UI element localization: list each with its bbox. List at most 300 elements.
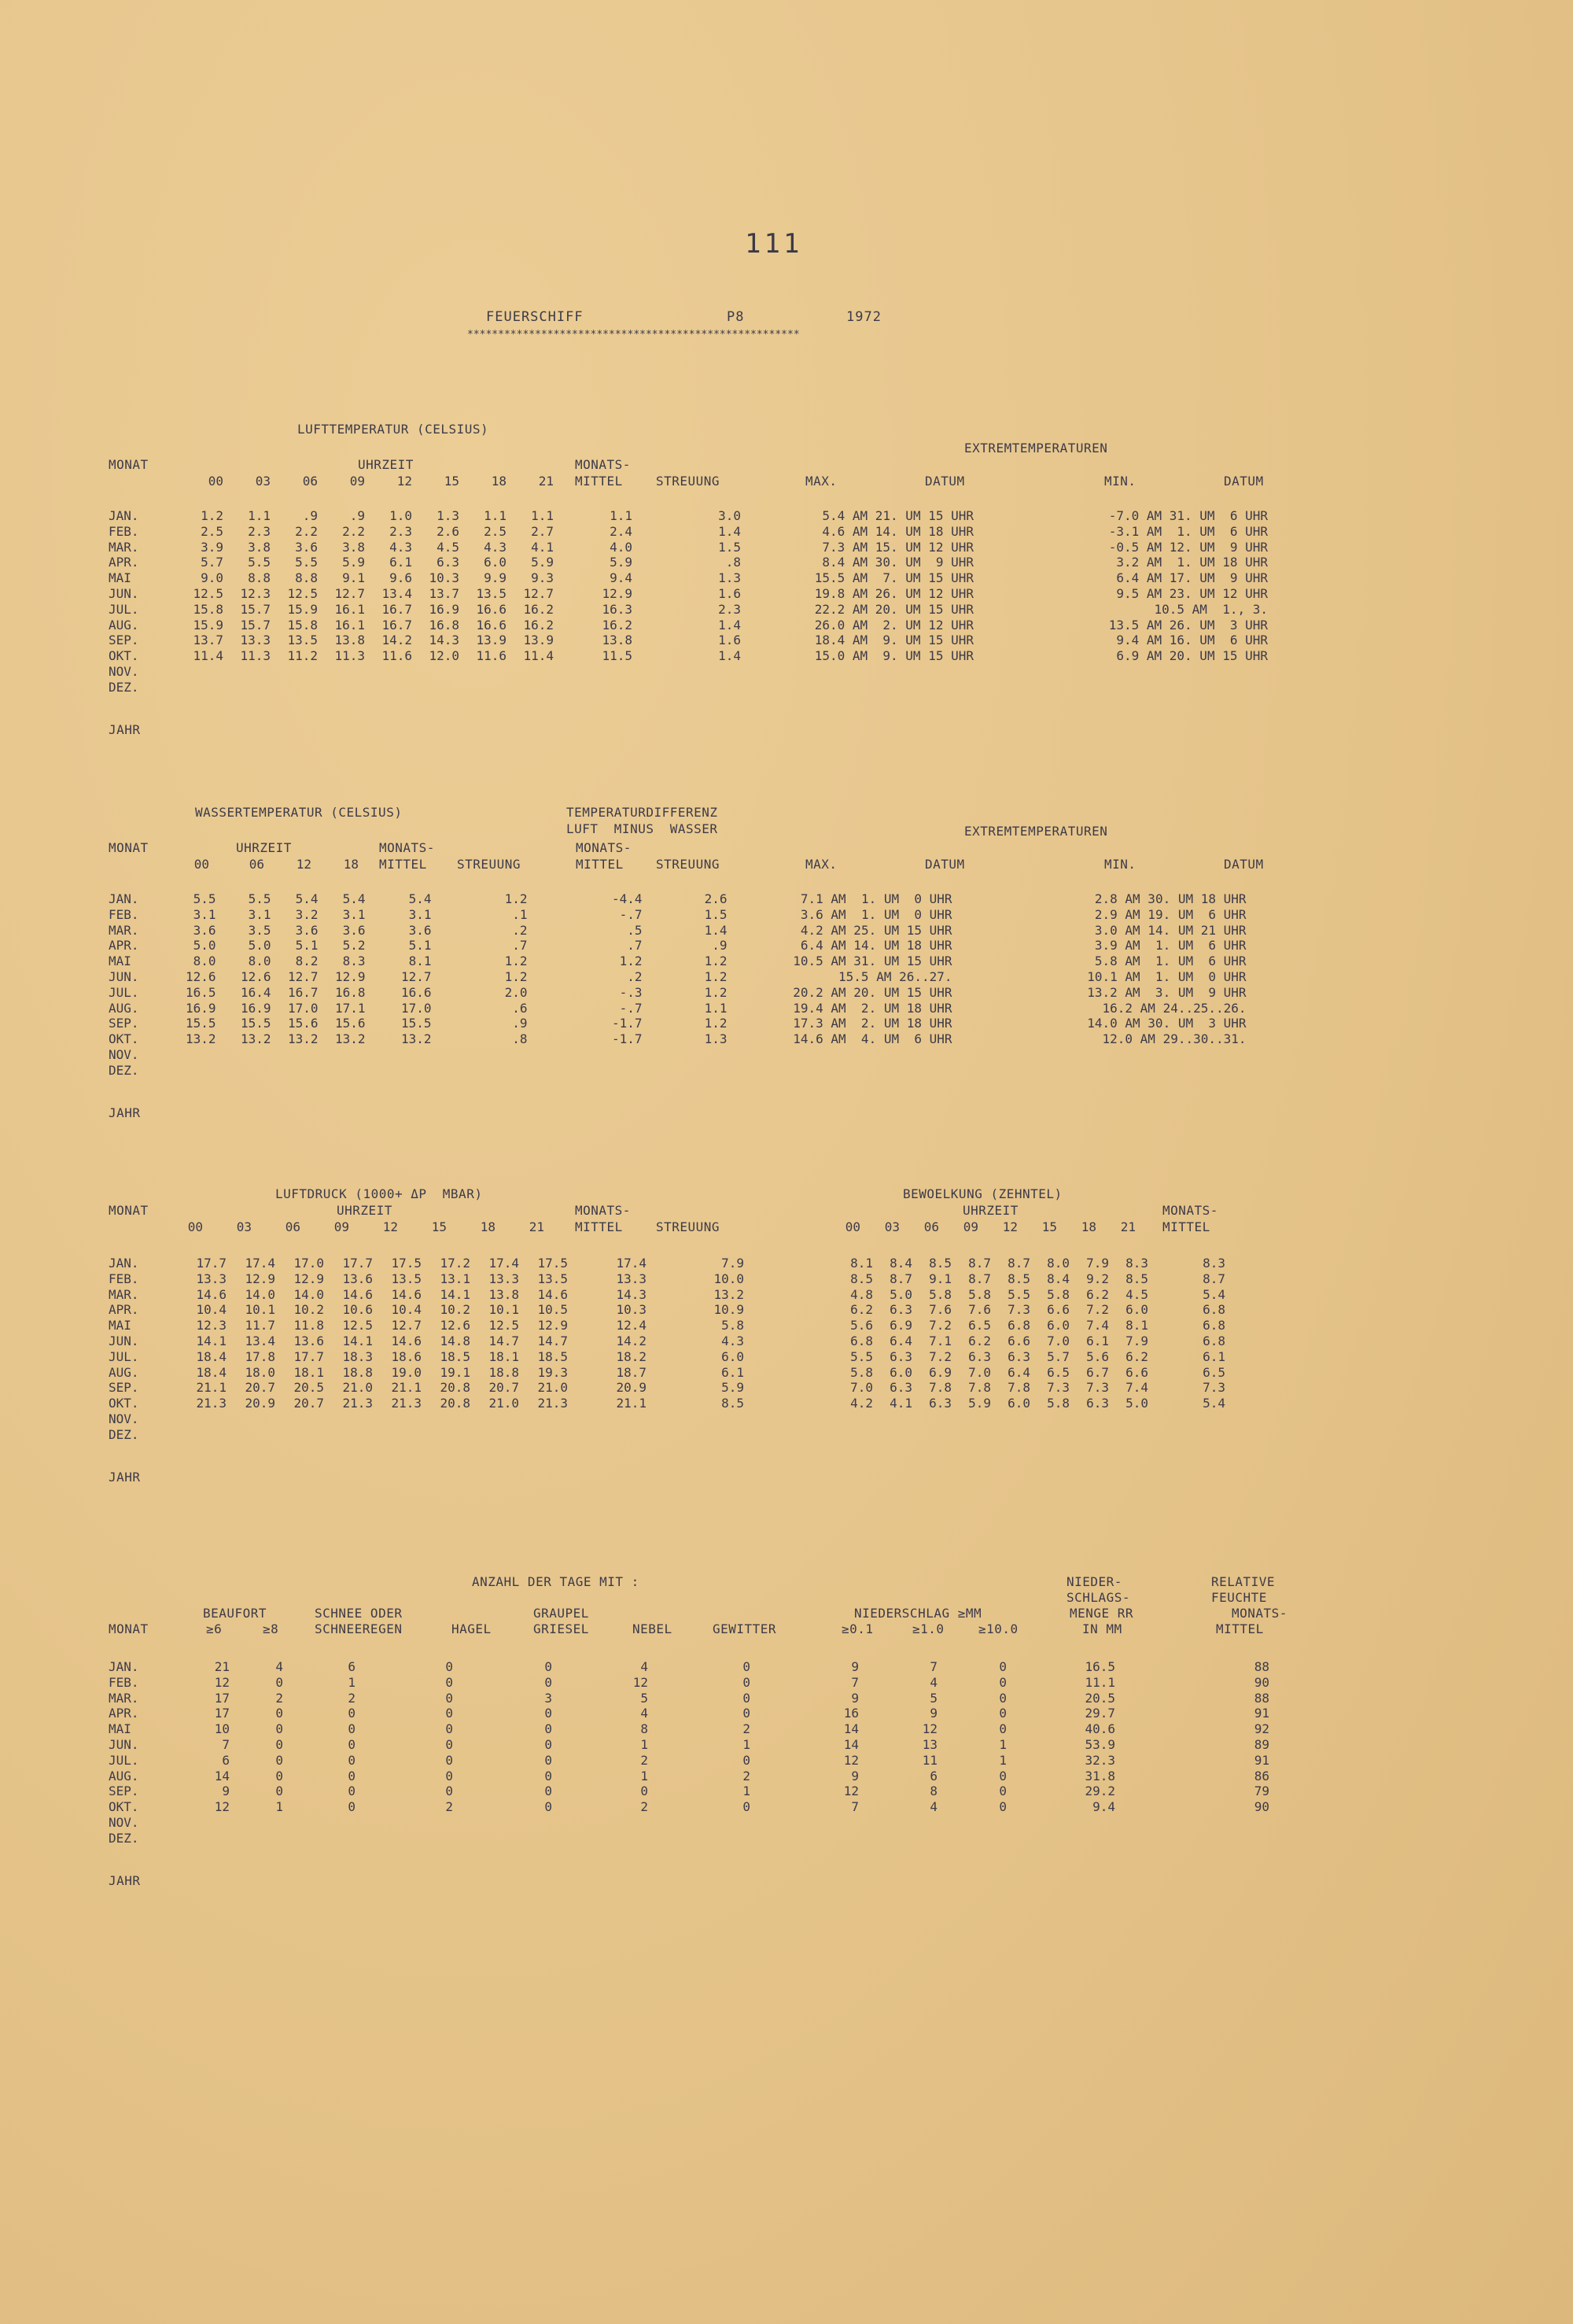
cloud-value: 7.4 <box>1125 1380 1148 1396</box>
table-row <box>109 508 1268 524</box>
pressure-value: 12.6 <box>440 1318 470 1334</box>
cloud-value: 6.8 <box>850 1333 873 1348</box>
monthly-mean: 13.8 <box>602 633 632 648</box>
graupel-days <box>453 1831 552 1846</box>
cloud-value <box>991 1427 1030 1443</box>
cloud-value: 5.7 <box>1047 1348 1070 1364</box>
nebel-days: 8 <box>640 1721 648 1737</box>
cloud-value: 5.9 <box>968 1396 991 1411</box>
precip-ge1-days <box>859 1831 938 1846</box>
cloud-value: 5.6 <box>850 1318 873 1334</box>
month-label: APR. <box>109 555 139 570</box>
spread: 1.4 <box>718 648 741 664</box>
cloud-value: 6.6 <box>1047 1302 1070 1318</box>
min-extreme: 3.0 AM 14. UM 21 UHR <box>1094 922 1247 938</box>
hour-value: 3.8 <box>248 539 271 555</box>
pressure-title: LUFTDRUCK (1000+ ΔP MBAR) <box>275 1186 483 1201</box>
min-extreme <box>974 680 1268 695</box>
hagel-days <box>355 1831 453 1846</box>
pressure-value: 10.2 <box>440 1302 470 1318</box>
min-extreme: 5.8 AM 1. UM 6 UHR <box>1094 954 1247 969</box>
pressure-value <box>227 1411 275 1427</box>
hour-value: 12.6 <box>186 968 216 984</box>
hour-value <box>319 1063 366 1079</box>
pressure-value: 18.8 <box>488 1364 519 1380</box>
precip-ge10-days: 1 <box>999 1736 1007 1752</box>
hour-value: 12.3 <box>240 585 271 601</box>
month-label: MAI <box>109 954 131 969</box>
humidity-mean: 91 <box>1254 1752 1269 1768</box>
pressure-value: 17.5 <box>391 1256 422 1271</box>
precip-ge01-days: 14 <box>843 1736 859 1752</box>
schnee-days: 6 <box>348 1659 355 1674</box>
niederschlag-ge100: ≥10.0 <box>978 1621 1019 1636</box>
table-row <box>109 664 1268 680</box>
beaufort-ge8 <box>230 1815 283 1831</box>
nebel-days: 5 <box>640 1690 648 1706</box>
cloud-value <box>952 1427 991 1443</box>
spread: 1.4 <box>718 523 741 539</box>
hagel-days: 0 <box>445 1736 453 1752</box>
menge-label: MENGE RR <box>1070 1606 1134 1621</box>
cloud-value: 6.3 <box>890 1380 912 1396</box>
pressure-spread <box>647 1427 744 1443</box>
beaufort-ge6: 6 <box>222 1752 230 1768</box>
hour-value: 2.5 <box>484 523 507 539</box>
hour-value: 15.5 <box>241 1016 271 1031</box>
cloud-value <box>912 1427 952 1443</box>
diff-spread: 1.5 <box>704 906 728 922</box>
pressure-clouds-table <box>109 1256 1225 1443</box>
table-row <box>109 969 1247 985</box>
hour-value <box>271 1063 319 1079</box>
hagel-days: 0 <box>445 1690 453 1706</box>
pressure-value: 10.4 <box>391 1302 422 1318</box>
hour-header: 21 <box>538 474 554 489</box>
hour-value: 16.6 <box>476 601 507 617</box>
water-hours-header <box>186 857 359 872</box>
cloud-value: 6.1 <box>1086 1333 1109 1348</box>
hour-header: 03 <box>255 474 271 489</box>
hour-value: 12.7 <box>288 968 319 984</box>
cloud-value: 7.6 <box>929 1302 952 1318</box>
table-row <box>109 1691 1269 1706</box>
hour-value: 6.1 <box>389 555 412 570</box>
cloud-value: 7.2 <box>929 1318 952 1334</box>
cloud-monthly-mean: 5.4 <box>1203 1396 1225 1411</box>
monat-label: MONAT <box>109 840 149 855</box>
hour-value: 13.4 <box>381 585 412 601</box>
hour-value: 4.3 <box>484 539 507 555</box>
pressure-value <box>422 1427 470 1443</box>
hour-header: 06 <box>302 474 318 489</box>
hour-value <box>365 680 412 695</box>
pressure-value <box>324 1411 373 1427</box>
beaufort-ge6: 14 <box>214 1768 230 1784</box>
cloud-value: 4.2 <box>850 1396 873 1411</box>
hour-value: 9.6 <box>389 570 412 586</box>
cloud-value: 6.2 <box>1125 1348 1148 1364</box>
jahr-label: JAHR <box>109 1470 141 1485</box>
pressure-value: 13.4 <box>245 1333 275 1348</box>
hagel-label: HAGEL <box>451 1621 492 1636</box>
pressure-value <box>275 1427 324 1443</box>
max-extreme: 4.2 AM 25. UM 15 UHR <box>800 922 952 938</box>
month-label: SEP. <box>109 633 139 648</box>
pressure-value: 21.1 <box>391 1380 422 1396</box>
cloud-monthly-mean: 6.1 <box>1203 1348 1225 1364</box>
table-row <box>109 1349 1225 1365</box>
hour-header: 06 <box>249 857 264 872</box>
pressure-value: 20.7 <box>488 1380 519 1396</box>
pressure-value: 10.2 <box>293 1302 324 1318</box>
graupel-label: GRAUPEL <box>533 1606 589 1621</box>
beaufort-ge6: 12 <box>214 1799 230 1815</box>
cloud-monthly-mean: 6.8 <box>1203 1333 1225 1348</box>
min-extreme: 13.2 AM 3. UM 9 UHR <box>1087 984 1247 1000</box>
gewitter-days: 1 <box>742 1736 750 1752</box>
uhrzeit-label: UHRZEIT <box>358 457 414 472</box>
pressure-value: 14.8 <box>440 1333 470 1348</box>
max-extreme: 8.4 AM 30. UM 9 UHR <box>822 555 974 570</box>
schnee-label: SCHNEEREGEN <box>315 1621 403 1636</box>
diff-spread: 2.6 <box>704 891 728 906</box>
hour-value: 5.1 <box>295 938 319 954</box>
month-label: NOV. <box>109 1814 139 1830</box>
precip-ge10-days: 0 <box>999 1784 1007 1799</box>
hour-value: 13.9 <box>476 633 507 648</box>
monthly-mean: 8.1 <box>408 954 432 969</box>
pressure-value: 12.5 <box>488 1318 519 1334</box>
precip-amount: 53.9 <box>1085 1736 1115 1752</box>
beaufort-ge6: 12 <box>214 1674 230 1690</box>
pressure-spread: 10.9 <box>713 1302 744 1318</box>
monthly-mean: 11.5 <box>602 648 632 664</box>
hour-header: 18 <box>491 474 507 489</box>
hour-value: 4.5 <box>437 539 459 555</box>
hour-value <box>186 1047 216 1063</box>
nebel-label: NEBEL <box>632 1621 672 1636</box>
spread: 1.6 <box>718 585 741 601</box>
hour-value: 5.9 <box>531 555 554 570</box>
cloud-value: 6.5 <box>1047 1364 1070 1380</box>
cloud-value: 7.1 <box>929 1333 952 1348</box>
monthly-mean: 4.0 <box>610 539 632 555</box>
hour-value: 15.9 <box>193 617 223 633</box>
beaufort-label: BEAUFORT <box>203 1606 267 1621</box>
hour-value: 13.5 <box>287 633 318 648</box>
cloud-value: 7.6 <box>968 1302 991 1318</box>
hour-header: 00 <box>187 1219 203 1234</box>
pressure-value: 11.7 <box>245 1318 275 1334</box>
clouds-hours-header <box>843 1219 1136 1235</box>
hour-value: 12.5 <box>193 585 223 601</box>
gewitter-days: 0 <box>742 1690 750 1706</box>
hour-value: 5.5 <box>193 891 216 906</box>
table-row <box>109 1737 1269 1753</box>
monthly-mean: 1.1 <box>610 508 632 523</box>
cloud-monthly-mean: 8.7 <box>1203 1271 1225 1286</box>
beaufort-ge8: 0 <box>275 1674 283 1690</box>
schnee-days: 0 <box>348 1752 355 1768</box>
precip-ge01-days: 7 <box>851 1674 859 1690</box>
hour-value: 3.1 <box>248 906 271 922</box>
hour-header: 06 <box>923 1219 939 1234</box>
month-label: OKT. <box>109 1799 139 1815</box>
streuung-label: STREUUNG <box>656 474 720 489</box>
cloud-value: 7.3 <box>1047 1380 1070 1396</box>
hagel-days <box>355 1815 453 1831</box>
hour-value: 13.5 <box>476 585 507 601</box>
hour-value: 5.4 <box>295 891 319 906</box>
hour-value <box>507 680 554 695</box>
hour-value: 11.4 <box>193 648 223 664</box>
precip-ge01-days <box>750 1831 859 1846</box>
pressure-monthly-mean <box>568 1427 647 1443</box>
cloud-value: 6.9 <box>890 1318 912 1334</box>
cloud-value: 7.0 <box>968 1364 991 1380</box>
diff-mean <box>528 1047 643 1063</box>
pressure-value: 10.1 <box>488 1302 519 1318</box>
station-name: FEUERSCHIFF <box>486 309 584 325</box>
cloud-value: 6.8 <box>1008 1318 1030 1334</box>
cloud-value: 4.1 <box>890 1396 912 1411</box>
precip-ge1-days: 13 <box>922 1736 938 1752</box>
hour-value: 16.5 <box>186 984 216 1000</box>
pressure-value: 10.4 <box>196 1302 227 1318</box>
jahr-label: JAHR <box>109 1105 141 1120</box>
cloud-value: 6.6 <box>1125 1364 1148 1380</box>
max-extreme: 7.1 AM 1. UM 0 UHR <box>800 891 952 906</box>
hour-header: 18 <box>1081 1219 1096 1234</box>
pressure-value <box>470 1411 519 1427</box>
min-extreme <box>952 1063 1247 1079</box>
mittel-label: MITTEL <box>575 1219 623 1234</box>
cloud-value: 8.7 <box>968 1271 991 1286</box>
hour-value: 12.0 <box>429 648 459 664</box>
hour-value: 3.2 <box>295 906 319 922</box>
pressure-value: 10.5 <box>537 1302 568 1318</box>
pressure-value: 14.7 <box>488 1333 519 1348</box>
max-label: MAX. <box>805 857 838 872</box>
diff-mean: -1.7 <box>612 1016 643 1031</box>
beaufort-ge8: 2 <box>275 1690 283 1706</box>
cloud-value: 6.3 <box>1086 1396 1109 1411</box>
hour-value <box>186 1063 216 1079</box>
pressure-value: 18.1 <box>488 1348 519 1364</box>
spread: .8 <box>725 555 741 570</box>
cloud-value: 7.3 <box>1086 1380 1109 1396</box>
pressure-spread: 8.5 <box>721 1396 744 1411</box>
hour-value: 11.6 <box>381 648 412 664</box>
gewitter-days: 0 <box>742 1706 750 1721</box>
table-row <box>109 1063 1247 1079</box>
spread <box>632 680 741 695</box>
pressure-value: 18.6 <box>391 1348 422 1364</box>
table-row <box>109 1016 1247 1031</box>
hour-value: 9.3 <box>531 570 554 586</box>
graupel-days: 0 <box>544 1721 552 1737</box>
min-extreme <box>974 664 1268 680</box>
precip-ge1-days: 9 <box>930 1706 938 1721</box>
max-label: MAX. <box>805 474 838 489</box>
pressure-monthly-mean: 18.7 <box>616 1364 647 1380</box>
graupel-label: GRIESEL <box>533 1621 589 1636</box>
graupel-days <box>453 1815 552 1831</box>
hour-header: 00 <box>845 1219 860 1234</box>
hagel-days: 2 <box>445 1799 453 1815</box>
diff-mean: .5 <box>627 922 643 938</box>
hour-value <box>223 664 271 680</box>
min-extreme: -3.1 AM 1. UM 6 UHR <box>1108 523 1268 539</box>
pressure-value: 13.6 <box>293 1333 324 1348</box>
monthly-mean: 9.4 <box>610 570 632 586</box>
hour-value: 4.1 <box>531 539 554 555</box>
precip-ge10-days: 1 <box>999 1752 1007 1768</box>
schnee-days: 0 <box>348 1768 355 1784</box>
gewitter-days <box>648 1831 750 1846</box>
precip-ge10-days <box>938 1831 1007 1846</box>
hour-value: 14.3 <box>429 633 459 648</box>
nebel-days: 2 <box>640 1752 648 1768</box>
hagel-days: 0 <box>445 1721 453 1737</box>
cloud-value: 7.0 <box>1047 1333 1070 1348</box>
month-label: JUL. <box>109 1348 139 1364</box>
hour-value: 12.6 <box>241 968 271 984</box>
schnee-days: 1 <box>348 1674 355 1690</box>
days-count-table <box>109 1659 1269 1846</box>
pressure-value: 18.3 <box>342 1348 373 1364</box>
cloud-value: 5.5 <box>850 1348 873 1364</box>
table-row <box>109 1287 1225 1303</box>
precip-ge1-days <box>859 1815 938 1831</box>
cloud-value <box>1030 1427 1070 1443</box>
hour-value: 5.9 <box>342 555 365 570</box>
hour-header: 15 <box>431 1219 447 1234</box>
precip-amount: 29.2 <box>1085 1784 1115 1799</box>
pressure-monthly-mean: 12.4 <box>616 1318 647 1334</box>
monthly-mean: 12.9 <box>602 585 632 601</box>
pressure-value: 10.6 <box>342 1302 373 1318</box>
month-label: MAR. <box>109 1286 139 1302</box>
schnee-days: 0 <box>348 1784 355 1799</box>
cloud-value: 8.1 <box>1125 1318 1148 1334</box>
month-label: JAN. <box>109 891 139 906</box>
page-number: 111 <box>745 228 803 260</box>
min-extreme: 9.5 AM 23. UM 12 UHR <box>1116 585 1268 601</box>
hour-header: 18 <box>343 857 359 872</box>
hour-value: 8.8 <box>295 570 318 586</box>
pressure-value: 17.0 <box>293 1256 324 1271</box>
cloud-value <box>1109 1411 1148 1427</box>
schnee-days <box>283 1831 355 1846</box>
water-title: WASSERTEMPERATUR (CELSIUS) <box>195 805 403 820</box>
month-label: AUG. <box>109 1000 139 1016</box>
hour-value: 3.6 <box>193 922 216 938</box>
pressure-value: 18.5 <box>537 1348 568 1364</box>
station-code: P8 <box>727 309 745 325</box>
hour-header: 21 <box>529 1219 544 1234</box>
cloud-value <box>744 1427 873 1443</box>
table-row <box>109 1831 1269 1846</box>
hour-value: 16.8 <box>335 984 366 1000</box>
graupel-days: 0 <box>544 1784 552 1799</box>
hour-value <box>412 680 459 695</box>
monthly-mean: 16.3 <box>602 601 632 617</box>
menge-label: SCHLAGS- <box>1066 1590 1131 1605</box>
pressure-value <box>470 1427 519 1443</box>
month-label: JAN. <box>109 1659 139 1674</box>
table-row <box>109 1815 1269 1831</box>
feuchte-label: MONATS- <box>1232 1606 1288 1621</box>
month-label: FEB. <box>109 523 139 539</box>
cloud-value: 6.2 <box>1086 1286 1109 1302</box>
cloud-value: 8.5 <box>1008 1271 1030 1286</box>
diff-spread: 1.3 <box>704 1031 728 1047</box>
pressure-monthly-mean: 20.9 <box>616 1380 647 1396</box>
max-extreme: 22.2 AM 20. UM 15 UHR <box>814 601 974 617</box>
diff-mean: -4.4 <box>612 891 643 906</box>
spread: 1.2 <box>504 891 528 906</box>
month-label: JUN. <box>109 585 139 601</box>
beaufort-ge8: 0 <box>275 1721 283 1737</box>
table-row <box>109 1256 1225 1271</box>
month-label: DEZ. <box>109 1062 139 1078</box>
monats-label: MONATS- <box>379 840 435 855</box>
cloud-value: 6.0 <box>1008 1396 1030 1411</box>
pressure-spread: 5.8 <box>721 1318 744 1334</box>
table-row <box>109 540 1268 555</box>
precip-ge01-days: 9 <box>851 1768 859 1784</box>
beaufort-ge6 <box>206 1831 230 1846</box>
hour-header: 09 <box>349 474 365 489</box>
cloud-monthly-mean: 6.8 <box>1203 1318 1225 1334</box>
pressure-value: 14.7 <box>537 1333 568 1348</box>
cloud-value: 7.4 <box>1086 1318 1109 1334</box>
pressure-value: 21.0 <box>488 1396 519 1411</box>
pressure-spread: 6.1 <box>721 1364 744 1380</box>
spread: 1.6 <box>718 633 741 648</box>
table-row <box>109 1784 1269 1799</box>
cloud-value: 5.8 <box>968 1286 991 1302</box>
precip-ge01-days: 9 <box>851 1690 859 1706</box>
hour-value: 13.7 <box>193 633 223 648</box>
hour-value: 16.8 <box>429 617 459 633</box>
beaufort-ge6: 17 <box>214 1690 230 1706</box>
pressure-value: 20.9 <box>245 1396 275 1411</box>
min-extreme: 2.9 AM 19. UM 6 UHR <box>1094 906 1247 922</box>
hour-value: 16.9 <box>186 1000 216 1016</box>
hour-value: 13.9 <box>523 633 554 648</box>
humidity-mean: 79 <box>1254 1784 1269 1799</box>
hour-value: 15.9 <box>287 601 318 617</box>
hour-value: 16.6 <box>476 617 507 633</box>
hour-value: 3.1 <box>193 906 216 922</box>
hour-value <box>271 1047 319 1063</box>
cloud-value: 6.2 <box>968 1333 991 1348</box>
pressure-monthly-mean <box>568 1411 647 1427</box>
datum-label: DATUM <box>1224 474 1264 489</box>
diff-mean: -.3 <box>619 984 643 1000</box>
pressure-value <box>519 1411 568 1427</box>
hour-value: 5.5 <box>248 555 271 570</box>
hour-value: 17.0 <box>288 1000 319 1016</box>
cloud-value: 6.0 <box>1125 1302 1148 1318</box>
hour-value: 5.5 <box>248 891 271 906</box>
graupel-days: 3 <box>544 1690 552 1706</box>
max-extreme: 4.6 AM 14. UM 18 UHR <box>822 523 974 539</box>
precip-amount: 20.5 <box>1085 1690 1115 1706</box>
